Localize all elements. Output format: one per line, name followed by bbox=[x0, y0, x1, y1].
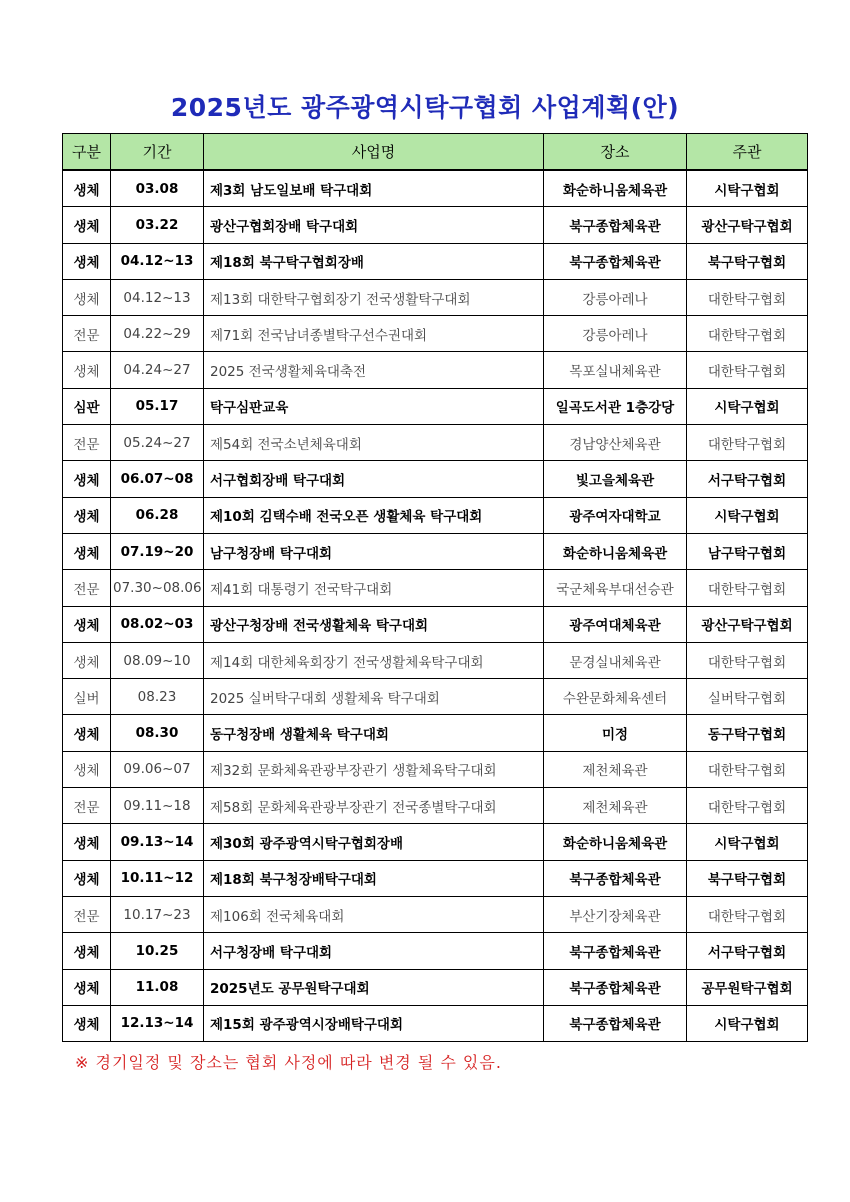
cell-type: 생체 bbox=[63, 352, 111, 388]
cell-period: 04.24~27 bbox=[111, 352, 204, 388]
cell-place: 제천체육관 bbox=[544, 751, 687, 787]
cell-period: 09.11~18 bbox=[111, 788, 204, 824]
cell-place: 북구종합체육관 bbox=[544, 1005, 687, 1041]
cell-place: 북구종합체육관 bbox=[544, 969, 687, 1005]
cell-event-name: 제18회 북구탁구협회장배 bbox=[204, 243, 544, 279]
cell-type: 생체 bbox=[63, 751, 111, 787]
cell-place: 화순하니움체육관 bbox=[544, 533, 687, 569]
cell-host: 광산구탁구협회 bbox=[687, 207, 808, 243]
cell-period: 08.23 bbox=[111, 679, 204, 715]
cell-place: 강릉아레나 bbox=[544, 279, 687, 315]
cell-host: 시탁구협회 bbox=[687, 388, 808, 424]
table-row bbox=[63, 824, 808, 860]
cell-host: 대한탁구협회 bbox=[687, 316, 808, 352]
cell-period: 10.17~23 bbox=[111, 896, 204, 932]
header-place: 장소 bbox=[544, 134, 687, 171]
cell-type: 전문 bbox=[63, 896, 111, 932]
table-row bbox=[63, 497, 808, 533]
cell-host: 동구탁구협회 bbox=[687, 715, 808, 751]
cell-host: 대한탁구협회 bbox=[687, 425, 808, 461]
cell-place: 부산기장체육관 bbox=[544, 896, 687, 932]
header-name: 사업명 bbox=[204, 134, 544, 171]
cell-event-name: 제15회 광주광역시장배탁구대회 bbox=[204, 1005, 544, 1041]
cell-event-name: 제54회 전국소년체육대회 bbox=[204, 425, 544, 461]
table-row bbox=[63, 570, 808, 606]
cell-host: 실버탁구협회 bbox=[687, 679, 808, 715]
table-row bbox=[63, 461, 808, 497]
cell-type: 생체 bbox=[63, 461, 111, 497]
table-row bbox=[63, 860, 808, 896]
cell-type: 생체 bbox=[63, 170, 111, 207]
schedule-note: ※ 경기일정 및 장소는 협회 사정에 따라 변경 될 수 있음. bbox=[75, 1053, 502, 1072]
cell-type: 심판 bbox=[63, 388, 111, 424]
cell-period: 10.25 bbox=[111, 933, 204, 969]
cell-host: 대한탁구협회 bbox=[687, 352, 808, 388]
header-host: 주관 bbox=[687, 134, 808, 171]
cell-event-name: 제58회 문화체육관광부장관기 전국종별탁구대회 bbox=[204, 788, 544, 824]
cell-type: 전문 bbox=[63, 570, 111, 606]
cell-event-name: 2025 실버탁구대회 생활체육 탁구대회 bbox=[204, 679, 544, 715]
cell-event-name: 동구청장배 생활체육 탁구대회 bbox=[204, 715, 544, 751]
table-header bbox=[63, 134, 808, 171]
cell-place: 강릉아레나 bbox=[544, 316, 687, 352]
cell-place: 광주여자대학교 bbox=[544, 497, 687, 533]
table-row bbox=[63, 896, 808, 932]
cell-host: 대한탁구협회 bbox=[687, 751, 808, 787]
cell-host: 시탁구협회 bbox=[687, 824, 808, 860]
cell-type: 생체 bbox=[63, 279, 111, 315]
table-row bbox=[63, 207, 808, 243]
cell-place: 수완문화체육센터 bbox=[544, 679, 687, 715]
table-row bbox=[63, 933, 808, 969]
cell-event-name: 서구협회장배 탁구대회 bbox=[204, 461, 544, 497]
table-row bbox=[63, 170, 808, 207]
cell-place: 문경실내체육관 bbox=[544, 642, 687, 678]
table-row bbox=[63, 316, 808, 352]
cell-host: 대한탁구협회 bbox=[687, 570, 808, 606]
cell-period: 03.08 bbox=[111, 170, 204, 207]
cell-host: 대한탁구협회 bbox=[687, 279, 808, 315]
cell-event-name: 탁구심판교육 bbox=[204, 388, 544, 424]
cell-type: 생체 bbox=[63, 860, 111, 896]
cell-event-name: 제3회 남도일보배 탁구대회 bbox=[204, 170, 544, 207]
cell-place: 미정 bbox=[544, 715, 687, 751]
cell-place: 광주여대체육관 bbox=[544, 606, 687, 642]
table-row bbox=[63, 969, 808, 1005]
cell-place: 빛고을체육관 bbox=[544, 461, 687, 497]
cell-event-name: 제13회 대한탁구협회장기 전국생활탁구대회 bbox=[204, 279, 544, 315]
header-period: 기간 bbox=[111, 134, 204, 171]
table-body bbox=[63, 170, 808, 1042]
cell-event-name: 제14회 대한체육회장기 전국생활체육탁구대회 bbox=[204, 642, 544, 678]
table-row bbox=[63, 606, 808, 642]
cell-period: 09.06~07 bbox=[111, 751, 204, 787]
cell-place: 북구종합체육관 bbox=[544, 243, 687, 279]
cell-type: 생체 bbox=[63, 497, 111, 533]
cell-event-name: 광산구협회장배 탁구대회 bbox=[204, 207, 544, 243]
cell-type: 생체 bbox=[63, 824, 111, 860]
cell-period: 11.08 bbox=[111, 969, 204, 1005]
cell-place: 북구종합체육관 bbox=[544, 207, 687, 243]
cell-event-name: 서구청장배 탁구대회 bbox=[204, 933, 544, 969]
cell-period: 09.13~14 bbox=[111, 824, 204, 860]
table-row bbox=[63, 642, 808, 678]
cell-period: 05.24~27 bbox=[111, 425, 204, 461]
table-row bbox=[63, 533, 808, 569]
cell-host: 남구탁구협회 bbox=[687, 533, 808, 569]
cell-host: 대한탁구협회 bbox=[687, 788, 808, 824]
cell-period: 04.12~13 bbox=[111, 279, 204, 315]
cell-host: 대한탁구협회 bbox=[687, 642, 808, 678]
table-row bbox=[63, 279, 808, 315]
cell-event-name: 남구청장배 탁구대회 bbox=[204, 533, 544, 569]
cell-period: 07.30~08.06 bbox=[111, 570, 204, 606]
cell-period: 10.11~12 bbox=[111, 860, 204, 896]
cell-host: 시탁구협회 bbox=[687, 497, 808, 533]
cell-type: 생체 bbox=[63, 606, 111, 642]
cell-type: 생체 bbox=[63, 207, 111, 243]
cell-event-name: 제32회 문화체육관광부장관기 생활체육탁구대회 bbox=[204, 751, 544, 787]
cell-event-name: 제71회 전국남녀종별탁구선수권대회 bbox=[204, 316, 544, 352]
table-row bbox=[63, 243, 808, 279]
cell-place: 국군체육부대선승관 bbox=[544, 570, 687, 606]
cell-host: 서구탁구협회 bbox=[687, 933, 808, 969]
header-type: 구분 bbox=[63, 134, 111, 171]
cell-place: 화순하니움체육관 bbox=[544, 824, 687, 860]
cell-period: 08.09~10 bbox=[111, 642, 204, 678]
cell-type: 전문 bbox=[63, 788, 111, 824]
header-row bbox=[63, 134, 808, 171]
cell-period: 08.02~03 bbox=[111, 606, 204, 642]
cell-type: 생체 bbox=[63, 243, 111, 279]
cell-host: 북구탁구협회 bbox=[687, 243, 808, 279]
cell-period: 08.30 bbox=[111, 715, 204, 751]
cell-type: 생체 bbox=[63, 969, 111, 1005]
cell-place: 화순하니움체육관 bbox=[544, 170, 687, 207]
page-title: 2025년도 광주광역시탁구협회 사업계획(안) bbox=[170, 93, 680, 122]
cell-event-name: 제30회 광주광역시탁구협회장배 bbox=[204, 824, 544, 860]
cell-type: 실버 bbox=[63, 679, 111, 715]
cell-place: 목포실내체육관 bbox=[544, 352, 687, 388]
cell-host: 서구탁구협회 bbox=[687, 461, 808, 497]
table-row bbox=[63, 788, 808, 824]
cell-host: 공무원탁구협회 bbox=[687, 969, 808, 1005]
cell-type: 생체 bbox=[63, 642, 111, 678]
cell-place: 제천체육관 bbox=[544, 788, 687, 824]
cell-period: 04.12~13 bbox=[111, 243, 204, 279]
cell-event-name: 제18회 북구청장배탁구대회 bbox=[204, 860, 544, 896]
cell-place: 북구종합체육관 bbox=[544, 933, 687, 969]
schedule-table bbox=[62, 133, 808, 1042]
table-row bbox=[63, 388, 808, 424]
cell-type: 생체 bbox=[63, 1005, 111, 1041]
cell-host: 시탁구협회 bbox=[687, 1005, 808, 1041]
cell-event-name: 제41회 대통령기 전국탁구대회 bbox=[204, 570, 544, 606]
cell-host: 대한탁구협회 bbox=[687, 896, 808, 932]
cell-period: 03.22 bbox=[111, 207, 204, 243]
cell-period: 05.17 bbox=[111, 388, 204, 424]
cell-event-name: 2025년도 공무원탁구대회 bbox=[204, 969, 544, 1005]
cell-host: 광산구탁구협회 bbox=[687, 606, 808, 642]
cell-event-name: 제106회 전국체육대회 bbox=[204, 896, 544, 932]
table-row bbox=[63, 715, 808, 751]
table-row bbox=[63, 352, 808, 388]
table-row bbox=[63, 679, 808, 715]
cell-event-name: 광산구청장배 전국생활체육 탁구대회 bbox=[204, 606, 544, 642]
cell-host: 시탁구협회 bbox=[687, 170, 808, 207]
cell-period: 12.13~14 bbox=[111, 1005, 204, 1041]
cell-type: 전문 bbox=[63, 316, 111, 352]
cell-event-name: 2025 전국생활체육대축전 bbox=[204, 352, 544, 388]
cell-type: 생체 bbox=[63, 533, 111, 569]
cell-place: 경남양산체육관 bbox=[544, 425, 687, 461]
table-row bbox=[63, 425, 808, 461]
cell-type: 생체 bbox=[63, 933, 111, 969]
cell-place: 일곡도서관 1층강당 bbox=[544, 388, 687, 424]
cell-period: 07.19~20 bbox=[111, 533, 204, 569]
cell-event-name: 제10회 김택수배 전국오픈 생활체육 탁구대회 bbox=[204, 497, 544, 533]
cell-place: 북구종합체육관 bbox=[544, 860, 687, 896]
table-row bbox=[63, 751, 808, 787]
cell-period: 06.28 bbox=[111, 497, 204, 533]
cell-period: 06.07~08 bbox=[111, 461, 204, 497]
cell-type: 생체 bbox=[63, 715, 111, 751]
cell-type: 전문 bbox=[63, 425, 111, 461]
cell-host: 북구탁구협회 bbox=[687, 860, 808, 896]
table-row bbox=[63, 1005, 808, 1041]
cell-period: 04.22~29 bbox=[111, 316, 204, 352]
